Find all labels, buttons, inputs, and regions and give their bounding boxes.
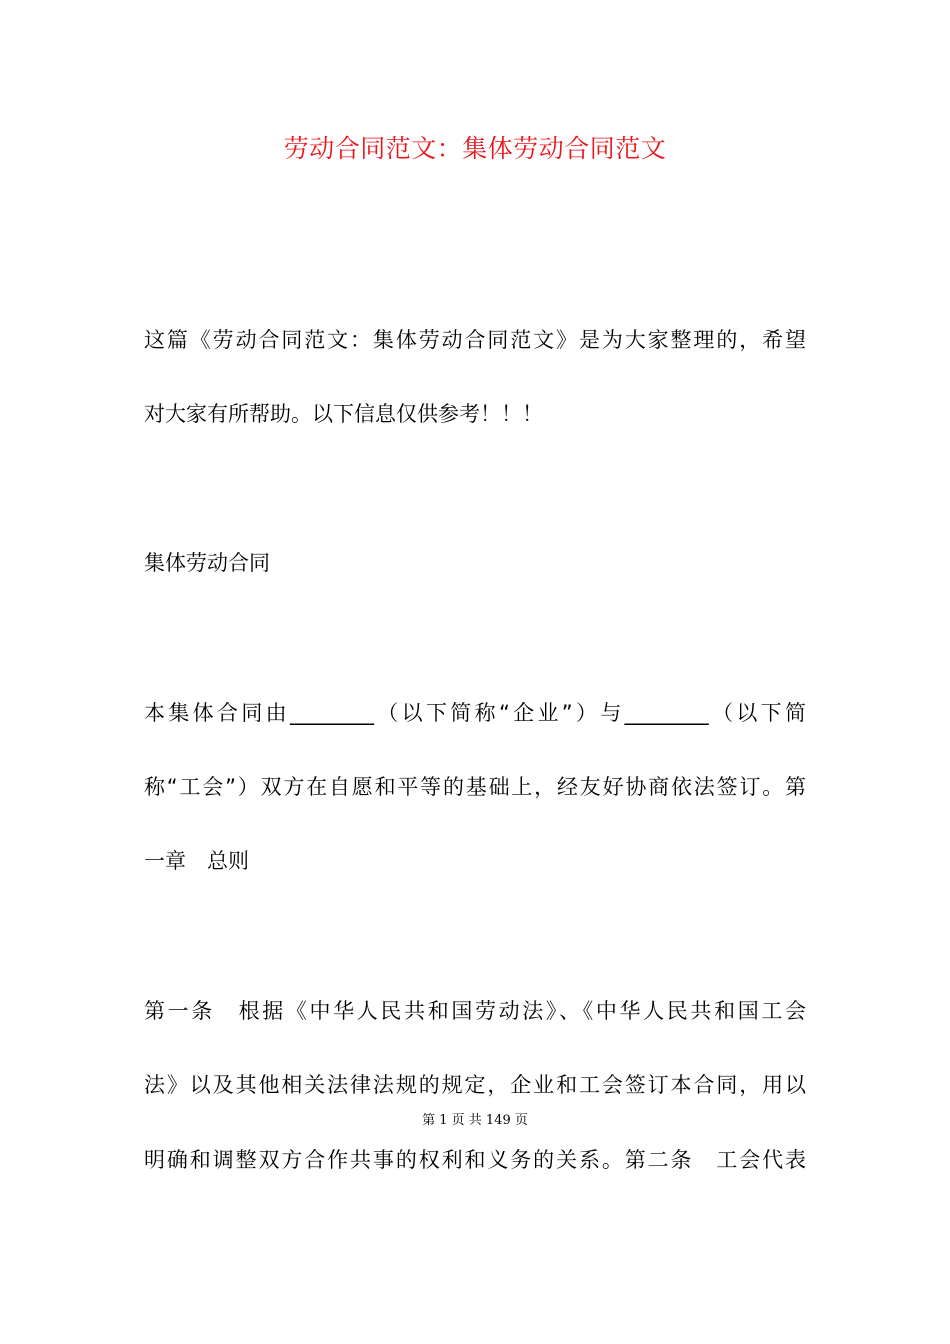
- article1-line-1: 第一条 根据《中华人民共和国劳动法》、《中华人民共和国工会: [144, 999, 806, 1023]
- intro-line-2: 对大家有所帮助。以下信息仅供参考！！！: [144, 402, 543, 426]
- page-number-footer: 第 1 页 共 149 页: [422, 1113, 528, 1128]
- article1-line-2: 法》以及其他相关法律法规的规定，企业和工会签订本合同，用以: [144, 1073, 806, 1097]
- preamble-line-3: 一章 总则: [144, 849, 249, 873]
- document-title: 劳动合同范文：集体劳动合同范文: [283, 134, 667, 163]
- article1-line-3: 明确和调整双方合作共事的权利和义务的关系。第二条 工会代表: [144, 1148, 806, 1172]
- preamble-line-2: 称“工会”）双方在自愿和平等的基础上，经友好协商依法签订。第: [144, 775, 806, 799]
- preamble-line-1: 本集体合同由________（以下简称“企业”）与________（以下简: [144, 701, 806, 725]
- section-heading: 集体劳动合同: [144, 551, 270, 575]
- intro-line-1: 这篇《劳动合同范文：集体劳动合同范文》是为大家整理的，希望: [144, 328, 806, 352]
